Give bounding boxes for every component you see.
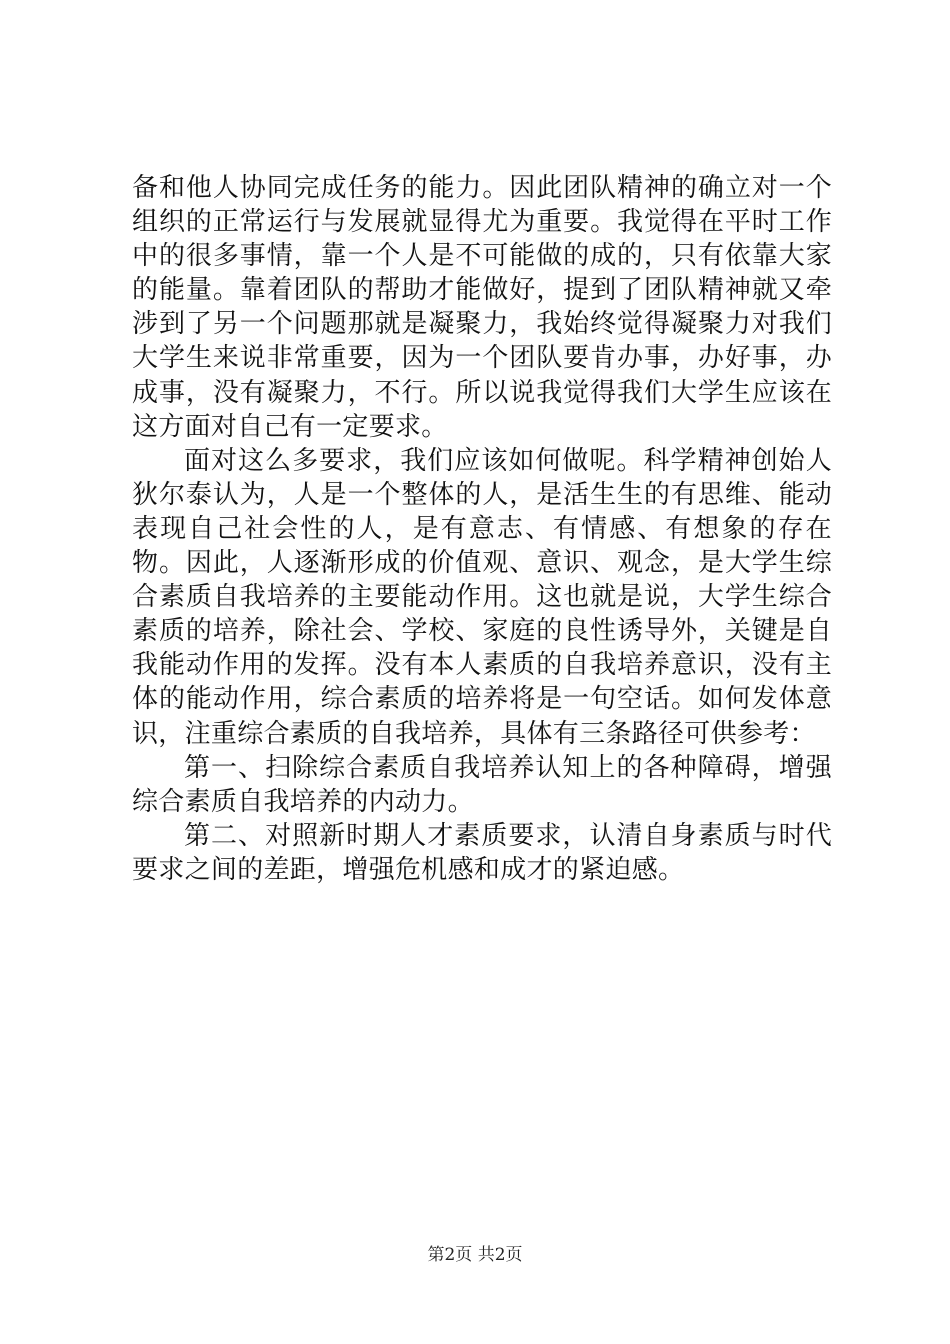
paragraph-requirements: 面对这么多要求，我们应该如何做呢。科学精神创始人狄尔泰认为，人是一个整体的人，是活生生的有思维、能动表现自己社会性的人，是有意志、有情感、有想象的存在物。因此，人逐渐形成的价值观、意识、观念，是大学生综合素质自我培养的主要能动作用。这也就是说，大学生综合素质的培养，除社会、学校、家庭的良性诱导外，关键是自我能动作用的发挥。没有本人素质的自我培养意识，没有主体的能动作用，综合素质的培养将是一句空话。如何发体意识，注重综合素质的自我培养，具体有三条路径可供参考： xyxy=(132,445,832,749)
paragraph-point-one: 第一、扫除综合素质自我培养认知上的各种障碍，增强综合素质自我培养的内动力。 xyxy=(132,752,832,817)
document-body xyxy=(132,171,832,887)
paragraph-point-two: 第二、对照新时期人才素质要求，认清自身素质与时代要求之间的差距，增强危机感和成才的紧迫感。 xyxy=(132,820,832,885)
paragraph-continuation: 备和他人协同完成任务的能力。因此团队精神的确立对一个组织的正常运行与发展就显得尤为重要。我觉得在平时工作中的很多事情，靠一个人是不可能做的成的，只有依靠大家的能量。靠着团队的帮助才能做好，提到了团队精神就又牵涉到了另一个问题那就是凝聚力，我始终觉得凝聚力对我们大学生来说非常重要，因为一个团队要肯办事，办好事，办成事，没有凝聚力，不行。所以说我觉得我们大学生应该在这方面对自己有一定要求。 xyxy=(132,173,832,442)
page-footer xyxy=(0,1244,950,1266)
page-number: 第2页 共2页 xyxy=(427,1245,523,1265)
